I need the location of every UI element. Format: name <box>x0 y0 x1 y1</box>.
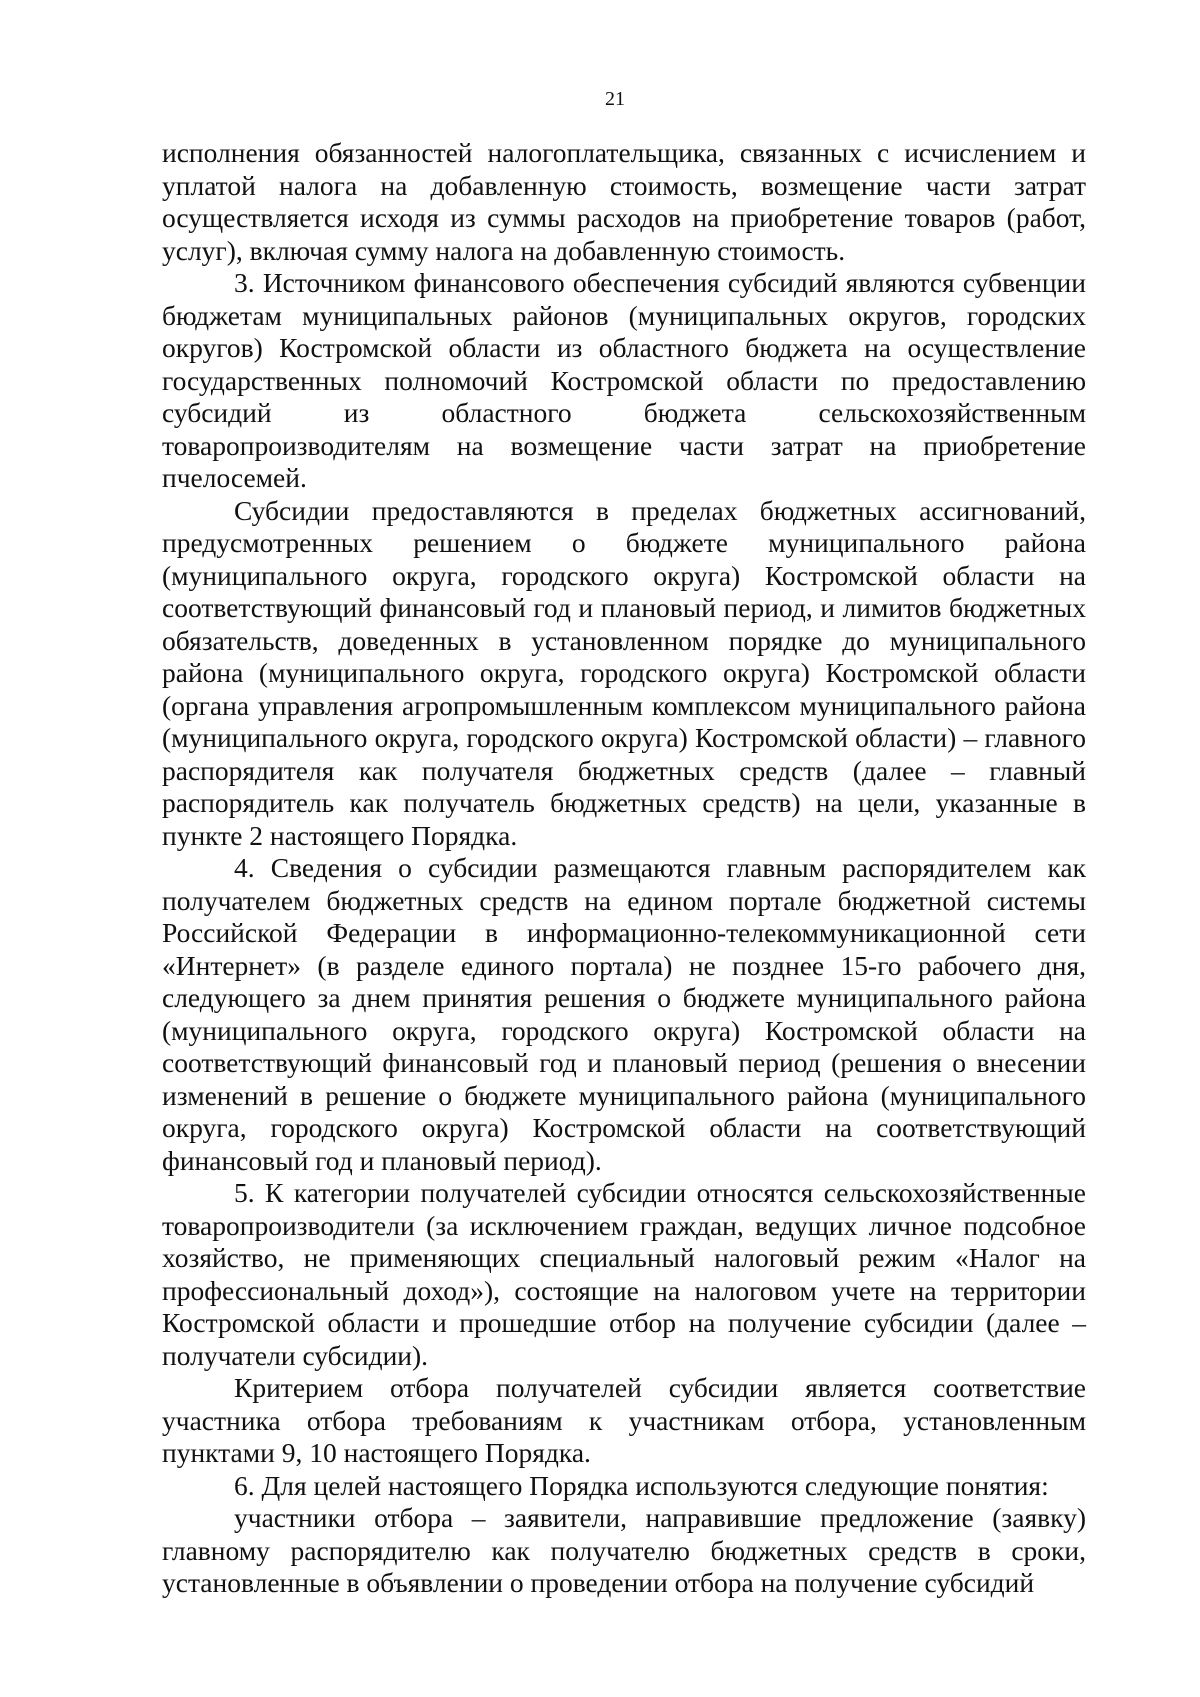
paragraph-item-4: 4. Сведения о субсидии размещаются главным распорядителем как получателем бюджетных средств на едином портале бюджетной системы Российской Федерации в информационно-телекоммуникационной сети «Интернет» (в разделе единого портала) не позднее 15-го рабочего дня, следующего за днем принятия решения о бюджете муниципального района (муниципального округа, городского округа) Костромской области на соответствующий финансовый год и плановый период (решения о внесении изменений в решение о бюджете муниципального района (муниципального округа, городского округа) Костромской области на соответствующий финансовый год и плановый период). <box>162 852 1086 1176</box>
document-body <box>162 137 1086 1600</box>
paragraph-item-5: 5. К категории получателей субсидии относятся сельскохозяйственные товаропроизводители (за исключением граждан, ведущих личное подсобное хозяйство, не применяющих специальный налоговый режим «Налог на профессиональный доход»), состоящие на налоговом учете на территории Костромской области и прошедшие отбор на получение субсидии (далее – получатели субсидии). <box>162 1177 1086 1371</box>
paragraph-selection-criterion: Критерием отбора получателей субсидии является соответствие участника отбора требованиям к участникам отбора, установленным пунктами 9, 10 настоящего Порядка. <box>162 1372 1086 1468</box>
paragraph-definition-participants: участники отбора – заявители, направившие предложение (заявку) главному распорядителю как получателю бюджетных средств в сроки, установленные в объявлении о проведении отбора на получение субсидий <box>162 1502 1086 1598</box>
paragraph-continuation: исполнения обязанностей налогоплательщика, связанных с исчислением и уплатой налога на добавленную стоимость, возмещение части затрат осуществляется исходя из суммы расходов на приобретение товаров (работ, услуг), включая сумму налога на добавленную стоимость. <box>162 137 1086 266</box>
page-number: 21 <box>605 88 625 110</box>
paragraph-item-3: 3. Источником финансового обеспечения субсидий являются субвенции бюджетам муниципальных районов (муниципальных округов, городских округов) Костромской области из областного бюджета на осуществление государственных полномочий Костромской области по предоставлению субсидий из областного бюджета сельскохозяйственным товаропроизводителям на возмещение части затрат на приобретение пчелосемей. <box>162 267 1086 493</box>
paragraph-subsidies-limits: Субсидии предоставляются в пределах бюджетных ассигнований, предусмотренных решением о бюджете муниципального района (муниципального округа, городского округа) Костромской области на соответствующий финансовый год и плановый период, и лимитов бюджетных обязательств, доведенных в установленном порядке до муниципального района (муниципального округа, городского округа) Костромской области (органа управления агропромышленным комплексом муниципального района (муниципального округа, городского округа) Костромской области) – главного распорядителя как получателя бюджетных средств (далее – главный распорядитель как получатель бюджетных средств) на цели, указанные в пункте 2 настоящего Порядка. <box>162 494 1086 851</box>
paragraph-item-6: 6. Для целей настоящего Порядка используются следующие понятия: <box>234 1469 1049 1501</box>
